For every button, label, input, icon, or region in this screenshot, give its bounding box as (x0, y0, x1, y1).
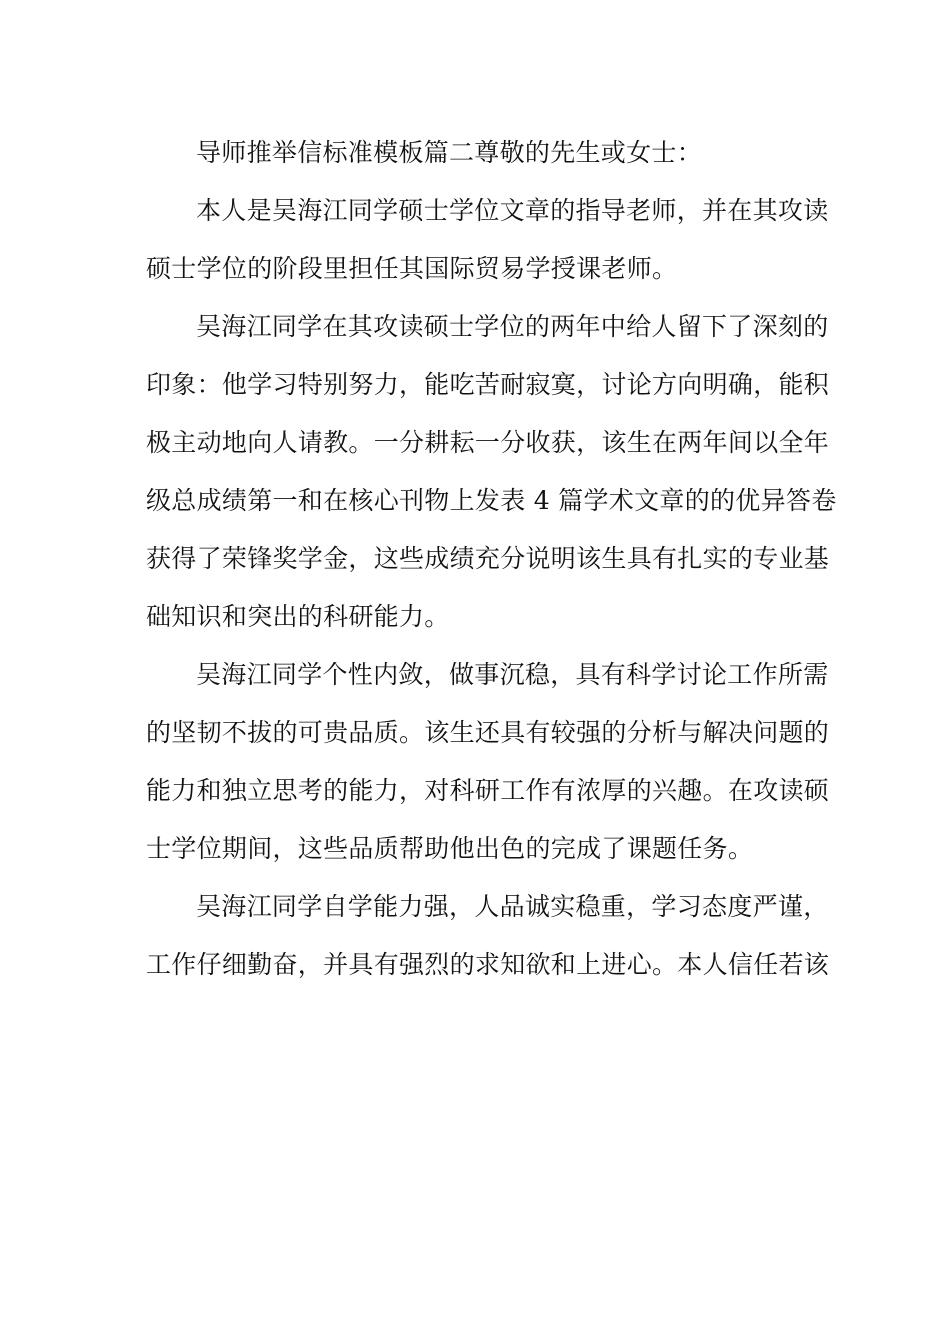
paragraph-2-line-1: 吴海江同学在其攻读硕士学位的两年中给人留下了深刻的 (196, 312, 829, 341)
paragraph-2-line-5: 获得了荣锋奖学金，这些成绩充分说明该生具有扎实的专业基 (146, 544, 830, 573)
paragraph-3-line-4: 士学位期间，这些品质帮助他出色的完成了课题任务。 (146, 834, 754, 863)
paragraph-1-line-2: 硕士学位的阶段里担任其国际贸易学授课老师。 (146, 254, 678, 283)
paragraph-4-line-1: 吴海江同学自学能力强，人品诚实稳重，学习态度严谨， (196, 892, 829, 921)
letter-heading-line: 导师推举信标准模板篇二尊敬的先生或女士： (196, 138, 703, 167)
paragraph-2-line-2: 印象：他学习特别努力，能吃苦耐寂寞，讨论方向明确，能积 (146, 370, 830, 399)
paragraph-2-line-3: 极主动地向人请教。一分耕耘一分收获，该生在两年间以全年 (146, 428, 830, 457)
paragraph-4-line-2: 工作仔细勤奋，并具有强烈的求知欲和上进心。本人信任若该 (146, 950, 830, 979)
paragraph-3-line-2: 的坚韧不拔的可贵品质。该生还具有较强的分析与解决问题的 (146, 718, 830, 747)
paragraph-2-line-4: 级总成绩第一和在核心刊物上发表 4 篇学术文章的的优异答卷 (146, 486, 837, 515)
paragraph-1-line-1: 本人是吴海江同学硕士学位文章的指导老师，并在其攻读 (196, 196, 829, 225)
paragraph-2-line-6: 础知识和突出的科研能力。 (146, 602, 450, 631)
letter-body (146, 124, 837, 994)
paragraph-3-line-3: 能力和独立思考的能力，对科研工作有浓厚的兴趣。在攻读硕 (146, 776, 830, 805)
paragraph-3-line-1: 吴海江同学个性内敛，做事沉稳，具有科学讨论工作所需 (196, 660, 829, 689)
